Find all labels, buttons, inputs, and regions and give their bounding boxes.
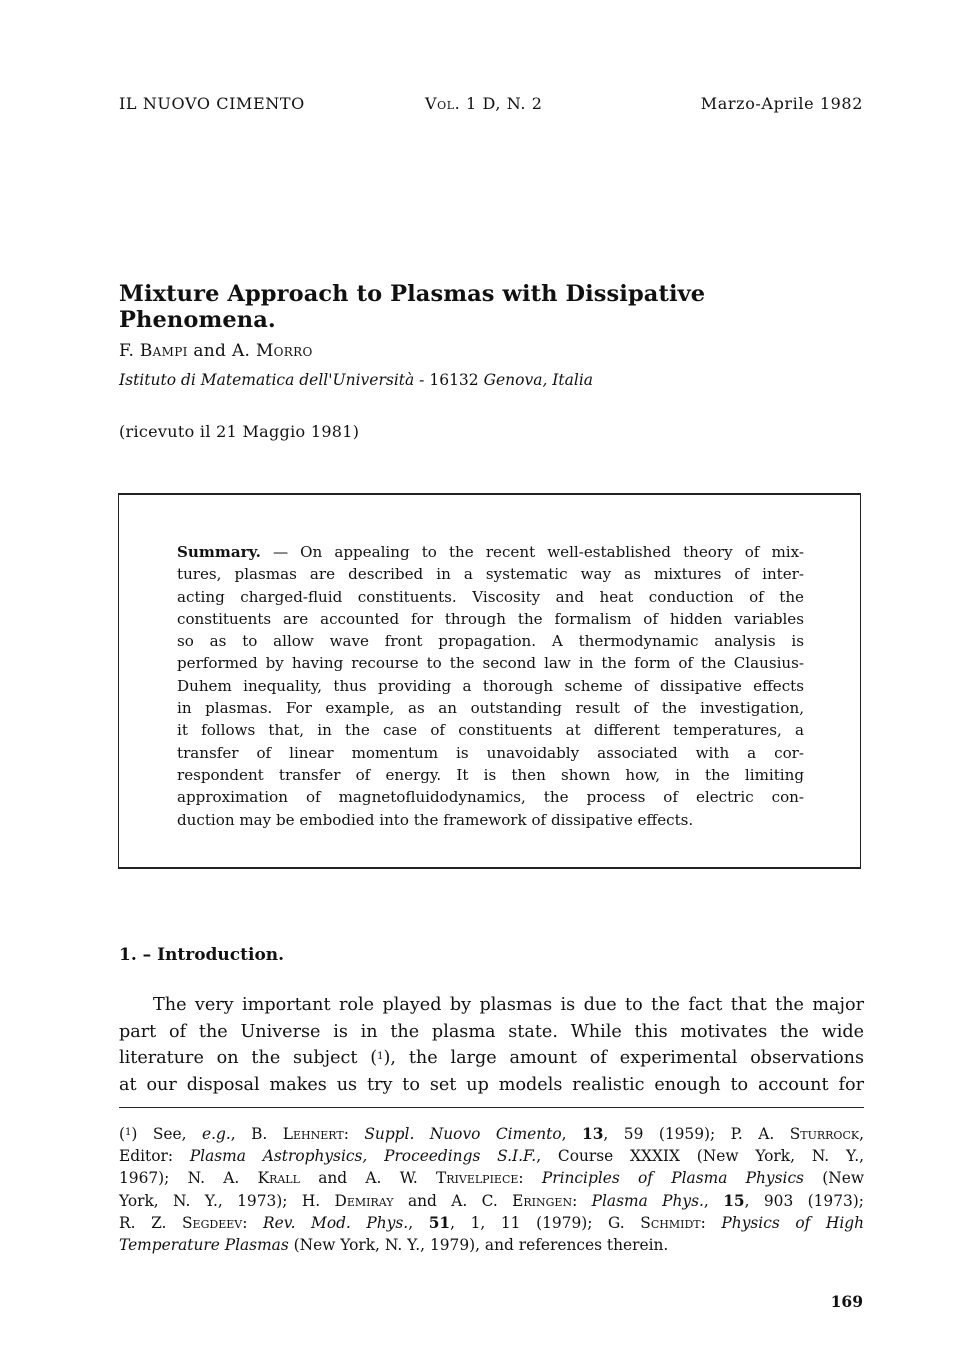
summary-line: acting charged-fluid constituents. Viscosity and heat conduction of the bbox=[177, 587, 804, 606]
paragraph-line: part of the Universe is in the plasma state. While this motivates the wide bbox=[119, 1021, 864, 1042]
summary-label: Summary. bbox=[177, 543, 261, 561]
author-initial: A. bbox=[231, 341, 251, 361]
footnote-divider bbox=[119, 1107, 864, 1108]
section-heading: 1. – Introduction. bbox=[119, 945, 285, 965]
summary-line: it follows that, in the case of constituents at different temperatures, a bbox=[177, 721, 804, 740]
paragraph-line: The very important role played by plasmas is due to the fact that the major bbox=[153, 995, 864, 1015]
footnote-mark: 1 bbox=[125, 1127, 132, 1138]
summary-line: approximation of magnetofluidodynamics, the process of electric con- bbox=[177, 788, 804, 807]
footnote-line: Editor: Plasma Astrophysics, Proceedings S.I.F., Course XXXIX (New York, N. Y., bbox=[119, 1147, 864, 1166]
footnote-line: R. Z. Segdeev: Rev. Mod. Phys., 51, 1, 11 (1979); G. Schmidt: Physics of High bbox=[119, 1213, 865, 1232]
footnote bbox=[119, 1123, 864, 1256]
affiliation-postcode: - 16132 bbox=[414, 371, 484, 389]
author-initial: F. bbox=[119, 341, 135, 361]
footnote-reference[interactable]: 1 bbox=[377, 1051, 384, 1063]
summary-line: so as to allow wave front propagation. A thermodynamic analysis is bbox=[177, 632, 804, 651]
summary-line: transfer of linear momentum is unavoidably associated with a cor- bbox=[177, 743, 804, 762]
summary-line: Summary. — On appealing to the recent well-established theory of mix- bbox=[177, 543, 804, 561]
footnote-line: Temperature Plasmas (New York, N. Y., 1979), and references therein. bbox=[119, 1235, 669, 1254]
summary-line: in plasmas. For example, as an outstanding result of the investigation, bbox=[177, 699, 804, 718]
author-conjunction: and bbox=[193, 341, 227, 361]
footnote-line: ($^1$) See, e.g., B. Lehnert: Suppl. Nuovo Cimento, 13, 59 (1959); P. A. Sturrock, bbox=[119, 1125, 864, 1143]
intro-paragraph bbox=[119, 992, 864, 1098]
summary-text bbox=[177, 541, 804, 831]
volume-info: Vol. 1 D, N. 2 bbox=[425, 94, 543, 113]
article-title: Mixture Approach to Plasmas with Dissipative Phenomena. bbox=[119, 281, 706, 333]
affiliation bbox=[119, 371, 593, 389]
authors bbox=[119, 341, 313, 361]
received-date: (ricevuto il 21 Maggio 1981) bbox=[119, 422, 360, 441]
summary-line: tures, plasmas are described in a systematic way as mixtures of inter- bbox=[177, 565, 804, 584]
footnote-line: York, N. Y., 1973); H. Demiray and A. C. Eringen: Plasma Phys., 15, 903 (1973); bbox=[119, 1191, 864, 1210]
affiliation-institute: Istituto di Matematica dell'Università bbox=[119, 371, 415, 389]
summary-line: respondent transfer of energy. It is then shown how, in the limiting bbox=[177, 765, 804, 784]
summary-line: duction may be embodied into the framework of dissipative effects. bbox=[177, 810, 694, 829]
running-header bbox=[119, 94, 863, 116]
author-surname: Morro bbox=[255, 341, 313, 361]
author-surname: Bampi bbox=[139, 341, 188, 361]
affiliation-city: Genova, Italia bbox=[483, 371, 594, 389]
journal-name: IL NUOVO CIMENTO bbox=[119, 94, 305, 113]
summary-line: performed by having recourse to the second law in the form of the Clausius- bbox=[177, 654, 804, 673]
summary-line: constituents are accounted for through the formalism of hidden variables bbox=[177, 609, 804, 628]
footnote-line: 1967); N. A. Krall and A. W. Trivelpiece: Principles of Plasma Physics (New bbox=[119, 1169, 864, 1188]
issue-date: Marzo-Aprile 1982 bbox=[700, 94, 863, 113]
paragraph-line: literature on the subject ($^1$), the large amount of experimental observations bbox=[119, 1048, 864, 1069]
paragraph-line: at our disposal makes us try to set up models realistic enough to account for bbox=[119, 1074, 864, 1095]
summary-line: Duhem inequality, thus providing a thorough scheme of dissipative effects bbox=[177, 676, 804, 695]
page-number: 169 bbox=[830, 1292, 863, 1311]
